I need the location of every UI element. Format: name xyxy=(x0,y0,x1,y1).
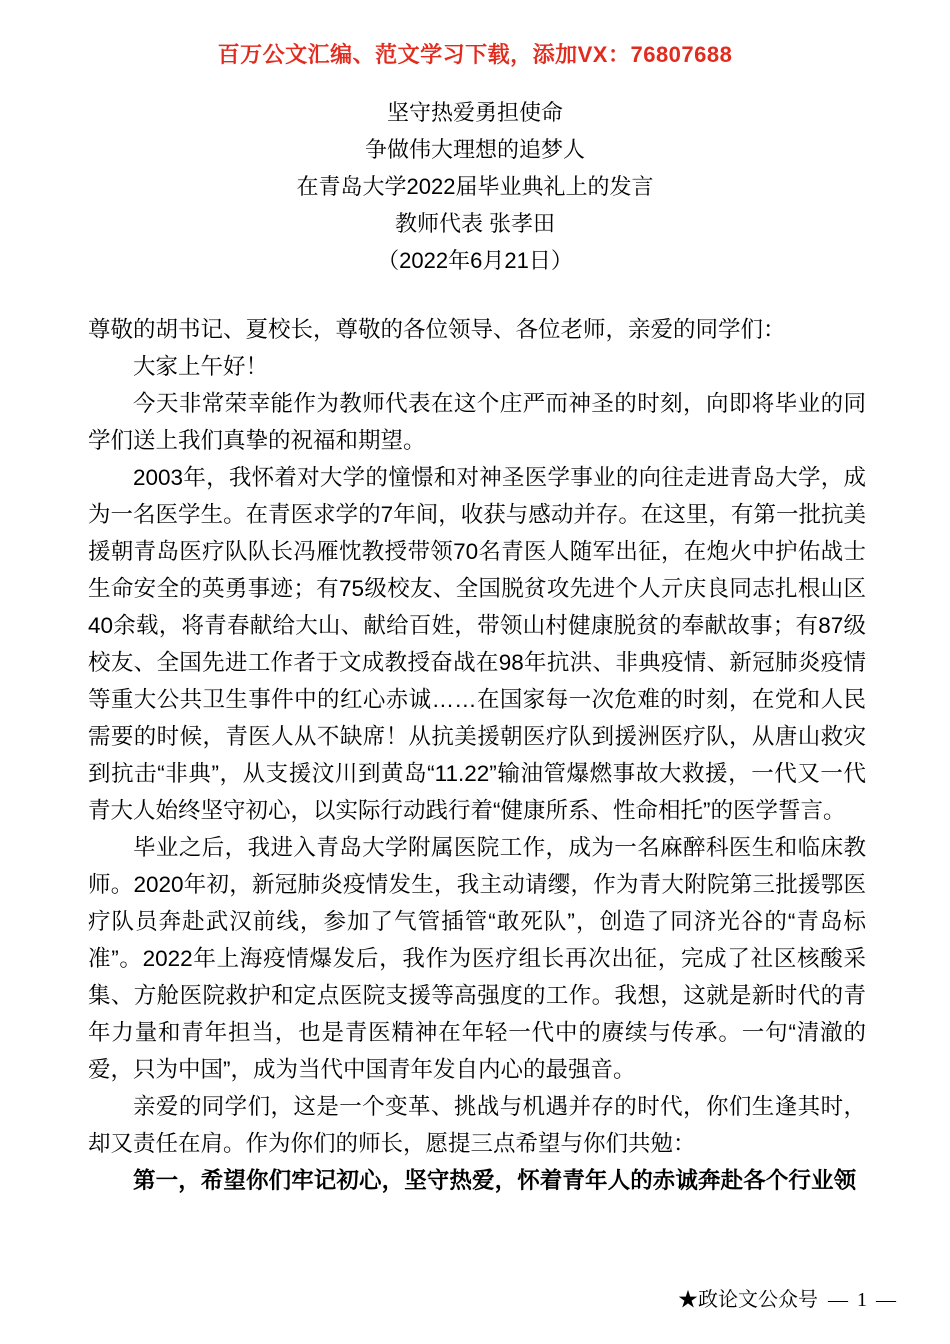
title-line-3: 在青岛大学2022届毕业典礼上的发言 xyxy=(296,174,654,199)
paragraph-point-one: 第一，希望你们牢记初心，坚守热爱，怀着青年人的赤诚奔赴各个行业领 xyxy=(133,1168,857,1193)
paragraph-transition: 亲爱的同学们，这是一个变革、挑战与机遇并存的时代，你们生逢其时，却又责任在肩。作为你们的师长，愿提三点希望与你们共勉： xyxy=(88,1094,866,1156)
footer-watermark: ★政论文公众号 xyxy=(678,1289,818,1311)
page-footer xyxy=(0,1286,950,1314)
title-line-2: 争做伟大理想的追梦人 xyxy=(364,137,585,162)
title-line-date: （2022年6月21日） xyxy=(377,248,573,273)
page-number: — 1 — xyxy=(828,1289,898,1311)
paragraph-greeting: 大家上午好！ xyxy=(133,354,269,379)
document-body xyxy=(88,311,866,1199)
promo-banner-text: 百万公文汇编、范文学习下载，添加VX：76807688 xyxy=(217,42,733,67)
document-title-block xyxy=(0,94,950,279)
paragraph-salutation: 尊敬的胡书记、夏校长，尊敬的各位领导、各位老师，亲爱的同学们： xyxy=(88,317,786,342)
paragraph-opening: 今天非常荣幸能作为教师代表在这个庄严而神圣的时刻，向即将毕业的同学们送上我们真挚的祝福和期望。 xyxy=(88,391,866,453)
title-line-1: 坚守热爱勇担使命 xyxy=(386,100,563,125)
title-line-speaker: 教师代表 张孝田 xyxy=(394,211,556,236)
paragraph-history: 2003年，我怀着对大学的憧憬和对神圣医学事业的向往走进青岛大学，成为一名医学生。在青医求学的7年间，收获与感动并存。在这里，有第一批抗美援朝青岛医疗队队长冯雁忱教授带领70名青医人随军出征，在炮火中护佑战士生命安全的英勇事迹；有75级校友、全国脱贫攻先进个人亓庆良同志扎根山区40余载，将青春献给大山、献给百姓，带领山村健康脱贫的奉献故事；有87级校友、全国先进工作者于文成教授奋战在98年抗洪、非典疫情、新冠肺炎疫情等重大公共卫生事件中的红心赤诚……在国家每一次危难的时刻，在党和人民需要的时候，青医人从不缺席！从抗美援朝医疗队到援洲医疗队，从唐山救灾到抗击“非典”，从支援汶川到黄岛“11.22”输油管爆燃事故大救援，一代又一代青大人始终坚守初心，以实际行动践行着“健康所系、性命相托”的医学誓言。 xyxy=(88,465,866,823)
paragraph-career: 毕业之后，我进入青岛大学附属医院工作，成为一名麻醉科医生和临床教师。2020年初，新冠肺炎疫情发生，我主动请缨，作为青大附院第三批援鄂医疗队员奔赴武汉前线，参加了气管插管“敢死队”，创造了同济光谷的“青岛标准”。2022年上海疫情爆发后，我作为医疗组长再次出征，完成了社区核酸采集、方舱医院救护和定点医院支援等高强度的工作。我想，这就是新时代的青年力量和青年担当，也是青医精神在年轻一代中的赓续与传承。一句“清澈的爱，只为中国”，成为当代中国青年发自内心的最强音。 xyxy=(88,835,866,1082)
